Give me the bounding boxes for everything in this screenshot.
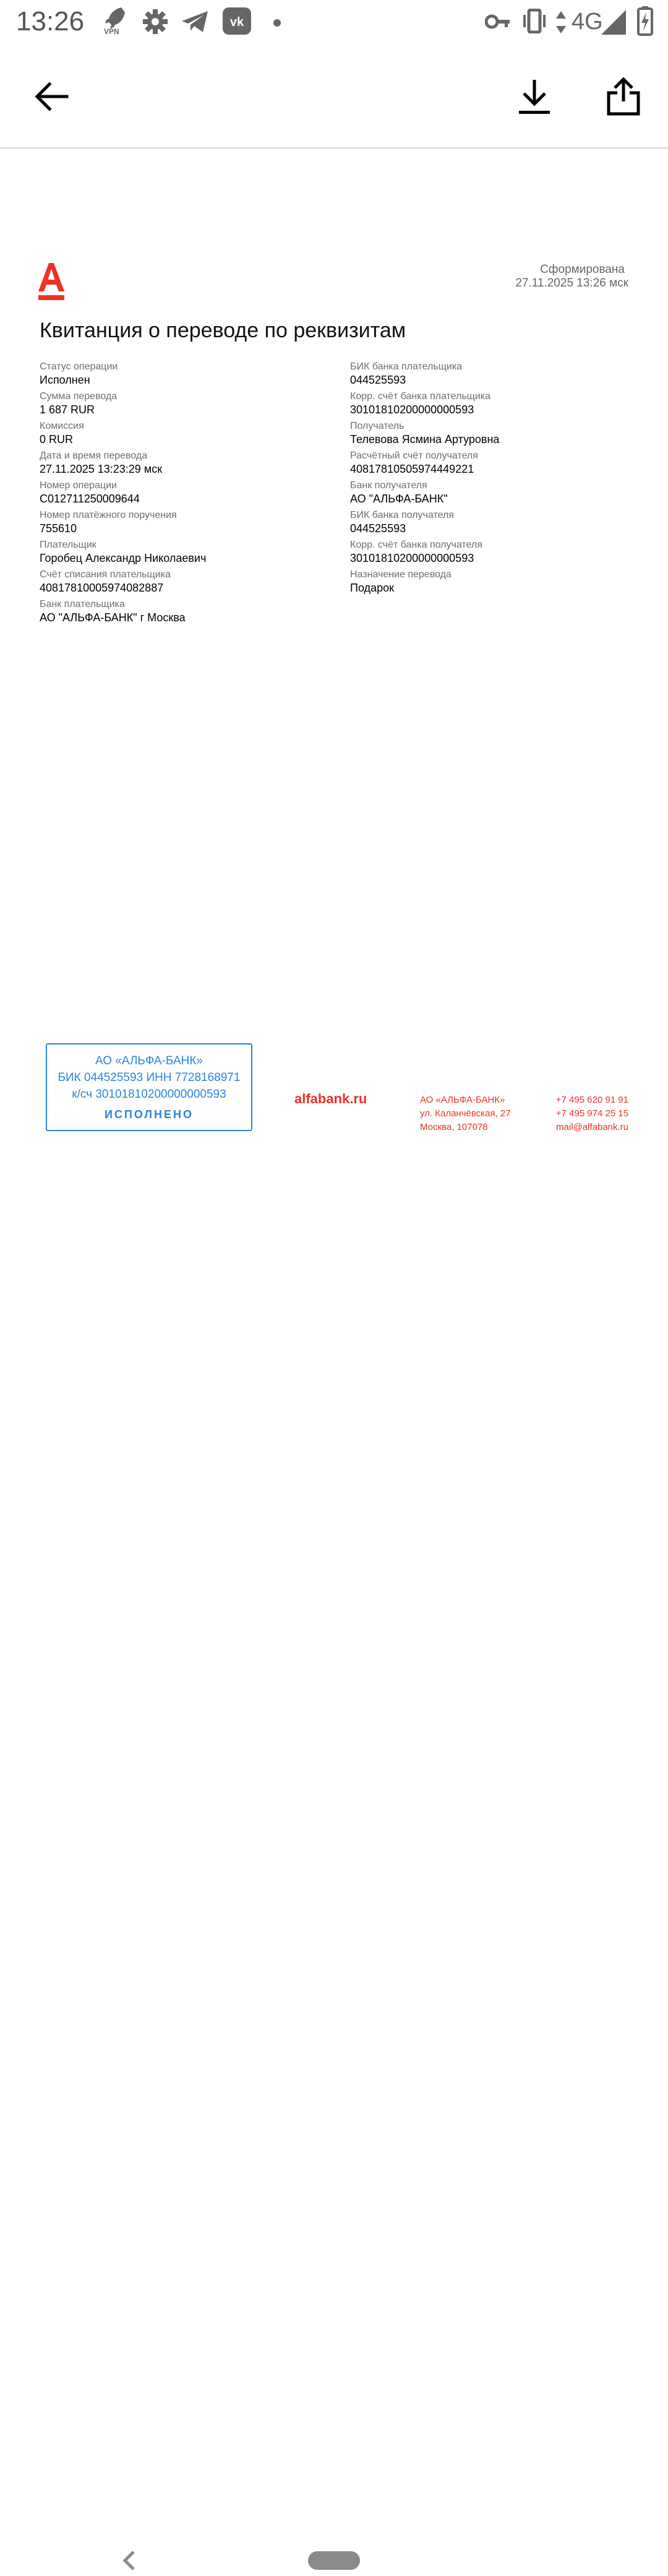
field-label: Назначение перевода [350,569,452,580]
telegram-icon [181,10,209,37]
footer-contacts [556,1093,628,1134]
right-field-column [350,361,635,598]
field-operation-number [40,480,324,506]
nav-back-button[interactable] [118,2548,142,2573]
download-icon [518,79,551,114]
receipt-title: Квитанция о переводе по реквизитам [40,319,406,342]
field-transfer-purpose [350,569,635,595]
app-bar [0,45,668,149]
field-value[interactable]: 044525593 [350,374,406,386]
settings-gear-icon [142,9,168,38]
field-value[interactable]: 1 687 RUR [40,403,95,416]
field-label: БИК банка плательщика [350,361,463,372]
footer-phone-2[interactable]: +7 495 974 25 15 [555,1108,628,1119]
field-recipient-bank-corr-account [350,539,635,565]
data-arrows-icon [555,10,567,38]
field-label: Банк получателя [350,480,427,491]
field-value[interactable]: Горобец Александр Николаевич [40,552,207,564]
stamp-status: ИСПОЛНЕНО [104,1108,194,1121]
stamp-bik-inn: БИК 044525593 ИНН 7728168971 [58,1071,241,1084]
formed-datetime: 27.11.2025 13:26 мск [515,277,628,290]
footer-email[interactable]: mail@alfabank.ru [556,1122,628,1132]
system-nav-bar [0,1269,668,1337]
field-value[interactable]: 0 RUR [40,433,74,446]
field-recipient [350,420,635,446]
field-label: Дата и время перевода [40,450,148,461]
field-payment-order-number [40,509,324,535]
field-label: Банк плательщика [40,599,125,610]
signal-icon [601,10,626,38]
stamp-bank-name: АО «АЛЬФА-БАНК» [95,1054,203,1067]
field-payer [40,539,324,565]
field-label: БИК банка получателя [350,510,454,520]
field-recipient-bank [350,480,635,506]
field-label: Корр. счёт банка получателя [350,540,482,550]
field-value[interactable]: Исполнен [40,374,90,386]
key-icon [485,12,511,34]
status-bar [0,0,668,45]
field-recipient-account [350,450,635,476]
footer-address-line: АО «АЛЬФА-БАНК» [420,1095,505,1105]
formed-label: Сформирована [540,263,625,276]
field-value[interactable]: 27.11.2025 13:23:29 мск [40,463,163,475]
formed-info [515,263,628,290]
share-icon [606,77,641,116]
field-value[interactable]: 755610 [40,522,77,535]
field-label: Счёт списания плательщика [40,569,171,580]
footer-address-line: ул. Каланчёвская, 27 [420,1108,511,1119]
field-operation-status [40,361,324,387]
svg-text:vk: vk [229,15,244,29]
battery-charging-icon [637,6,653,39]
stamp-corr-account: к/сч 30101810200000000593 [72,1088,226,1101]
field-label: Расчётный счёт получателя [350,450,478,461]
field-value[interactable]: 30101810200000000593 [350,552,474,564]
vpn-label: VPN [104,27,119,36]
rocket-vpn-icon [103,5,127,38]
bank-stamp [46,1043,252,1131]
field-label: Номер платёжного поручения [40,510,177,520]
field-label: Сумма перевода [40,391,118,402]
footer-address [420,1093,511,1134]
field-transfer-amount [40,390,324,416]
download-button[interactable] [503,66,565,127]
field-label: Статус операции [40,361,118,372]
status-time: 13:26 [16,6,85,37]
footer-phone-1[interactable]: +7 495 620 91 91 [555,1095,628,1105]
field-value[interactable]: Подарок [350,582,394,594]
alfa-bank-logo [38,263,64,300]
field-value[interactable]: 30101810200000000593 [350,403,474,416]
field-label: Комиссия [40,421,84,431]
field-value[interactable]: АО "АЛЬФА-БАНК" [350,493,448,505]
field-value[interactable]: Телевова Ясмина Артуровна [350,433,500,446]
field-label: Получатель [350,421,405,431]
vk-icon [223,7,251,38]
field-label: Корр. счёт банка плательщика [350,391,491,402]
field-label: Номер операции [40,480,117,491]
network-type: 4G [572,9,603,35]
share-button[interactable] [593,66,654,127]
field-value[interactable]: АО "АЛЬФА-БАНК" г Москва [40,611,186,624]
field-payer-bank [40,598,324,624]
field-value[interactable]: 044525593 [350,522,406,535]
field-commission [40,420,324,446]
nav-home-pill[interactable] [308,2551,360,2570]
vibrate-icon [521,9,548,37]
field-payer-bank-corr-account [350,390,635,416]
field-transfer-datetime [40,450,324,476]
field-recipient-bank-bik [350,509,635,535]
field-value[interactable]: 40817810505974449221 [350,463,474,475]
field-value[interactable]: C012711250009644 [40,493,140,505]
field-payer-bank-bik [350,361,635,387]
field-label: Плательщик [40,540,96,550]
dot-icon [273,19,281,30]
chevron-left-icon [118,2548,142,2573]
field-payer-account [40,569,324,595]
footer-site-link[interactable]: alfabank.ru [294,1091,367,1106]
back-button[interactable] [21,66,83,127]
field-value[interactable]: 40817810005974082887 [40,582,164,594]
footer-address-line: Москва, 107078 [420,1122,488,1132]
back-arrow-icon [35,82,69,111]
left-field-column [40,361,324,628]
